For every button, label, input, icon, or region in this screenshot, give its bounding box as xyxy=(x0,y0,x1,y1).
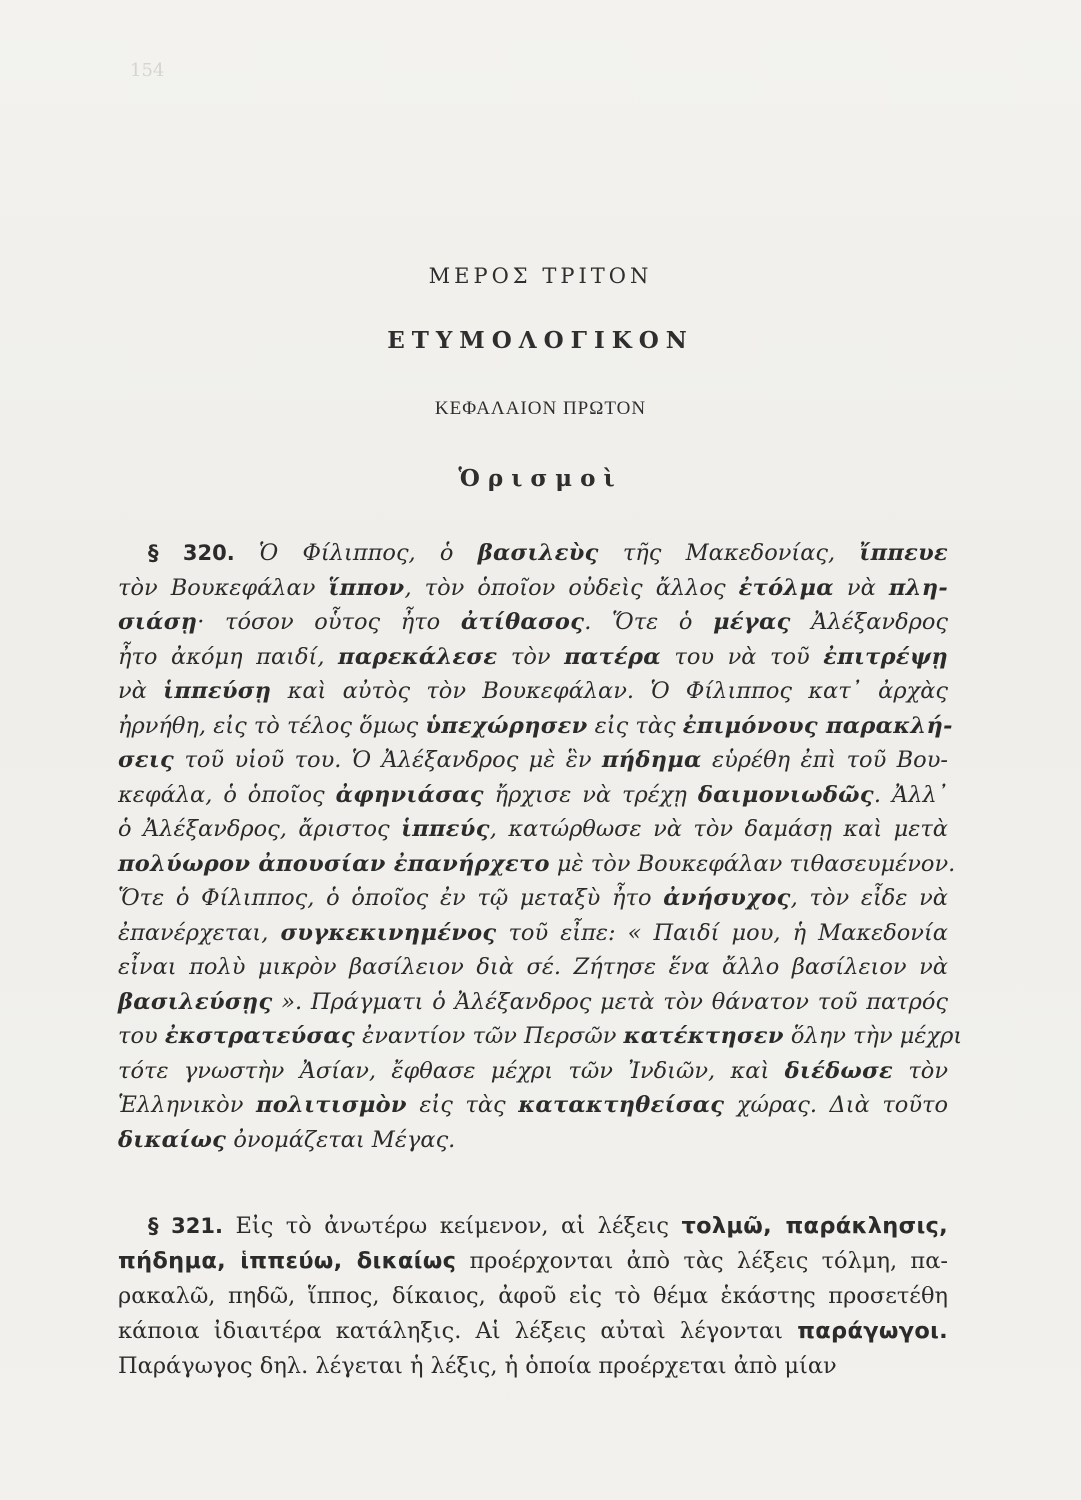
section-heading: ΕΤΥΜΟΛΟΓΙΚΟΝ xyxy=(387,327,694,354)
bold-term: ἱππεύς xyxy=(401,816,490,842)
bold-term: παρεκάλεσε xyxy=(338,643,498,670)
text-run: ἤρχισε νὰ τρέχῃ xyxy=(483,781,698,808)
bold-term: δικαίως xyxy=(118,1126,227,1153)
section320-line xyxy=(118,745,948,775)
text-run: ὀνομάζεται Μέγας. xyxy=(226,1126,456,1153)
text-run: . Ὅτε ὁ xyxy=(584,609,714,635)
bleed-through-texture: 154 xyxy=(130,60,165,81)
text-run: εἰς τὰς xyxy=(587,712,683,739)
bold-term: πλη- xyxy=(888,574,949,601)
bold-term: ἐκστρατεύσας xyxy=(164,1023,356,1049)
section320-line xyxy=(118,1056,948,1086)
text-run: ἦτο ἀκόμη παιδί, xyxy=(118,643,339,670)
bold-term: κατακτηθείσας xyxy=(518,1092,725,1118)
bold-term: ἵππον xyxy=(328,574,405,601)
text-run: προέρχονται ἀπὸ τὰς λέξεις τόλμη, πα- xyxy=(456,1248,948,1274)
section320-line xyxy=(118,987,948,1017)
text-run: , τὸν ὁποῖον οὐδεὶς ἄλλος xyxy=(404,574,739,601)
bold-term: τολμῶ, παράκλησις, xyxy=(681,1213,948,1239)
text-run: ὅλην τὴν μέχρι xyxy=(783,1023,963,1049)
section321-line xyxy=(118,1281,948,1311)
bold-term: ἐπιτρέψῃ xyxy=(823,643,948,670)
text-run: μὲ τὸν Βουκεφάλαν τιθασευμένον. xyxy=(549,850,956,877)
text-run: νὰ xyxy=(118,678,164,704)
bold-term: ἐτόλμα xyxy=(738,574,834,601)
bold-term: βασιλεύσῃς xyxy=(118,988,273,1015)
bold-term: συγκεκινημένος xyxy=(280,919,497,946)
bold-term: ὑπεχώρησεν xyxy=(425,712,588,739)
bold-term: διέδωσε xyxy=(784,1057,893,1084)
section320-line xyxy=(118,1125,948,1155)
text-run: τοῦ υἱοῦ του. Ὁ Ἀλέξανδρος μὲ ἓν xyxy=(174,747,602,773)
text-run: Ὁ Φίλιππος, ὁ xyxy=(234,540,478,566)
text-run: εἶναι πολὺ μικρὸν βασίλειον διὰ σέ. Ζήτησε ἕνα ἄλλο βασίλειον νὰ xyxy=(118,954,948,980)
bold-term: κατέκτησεν xyxy=(623,1023,784,1049)
bold-term: πολύωρον ἀπουσίαν ἐπανήρχετο xyxy=(118,850,550,877)
section321-line xyxy=(118,1246,948,1276)
text-run: ρακαλῶ, πηδῶ, ἵππος, δίκαιος, ἀφοῦ εἰς τὸ θέμα ἑκάστης προσετέθη xyxy=(118,1283,948,1309)
text-run: Ἑλληνικὸν xyxy=(118,1092,256,1118)
text-run: Ἀλέξανδρος xyxy=(790,609,948,635)
bold-term: σιάσῃ xyxy=(118,609,198,635)
text-run: , κατώρθωσε νὰ τὸν δαμάσῃ καὶ μετὰ xyxy=(489,816,948,842)
bold-term: ἱππεύσῃ xyxy=(163,678,272,704)
paragraph-number: § 320. xyxy=(148,541,235,565)
text-run: χώρας. Διὰ τοῦτο xyxy=(724,1092,949,1118)
section320-line xyxy=(148,538,948,568)
section320-line xyxy=(118,607,948,637)
bold-term: δαιμονιωδῶς xyxy=(697,781,874,808)
paragraph-number: § 321. xyxy=(148,1214,223,1238)
section321-line xyxy=(118,1316,948,1346)
text-run: . Ἀλλ᾽ xyxy=(873,781,948,808)
bold-term: πατέρα xyxy=(564,643,661,670)
text-run: Εἰς τὸ ἀνωτέρω κείμενον, αἱ λέξεις xyxy=(222,1213,682,1239)
section320-line xyxy=(118,849,956,879)
text-run: εἰς τὰς xyxy=(406,1092,519,1118)
text-run: τοῦ εἶπε: « Παιδί μου, ἡ Μακεδονία xyxy=(496,919,948,946)
bold-term: ἴππευε xyxy=(859,540,949,566)
section320-line xyxy=(118,573,948,603)
section320-line xyxy=(118,711,953,741)
bold-term: ἐπιμόνους παρακλή- xyxy=(682,712,953,739)
bold-term: πήδημα xyxy=(601,747,702,773)
text-run: · τόσον οὗτος ἦτο xyxy=(197,609,461,635)
text-run: του xyxy=(118,1023,165,1049)
text-run: τότε γνωστὴν Ἀσίαν, ἔφθασε μέχρι τῶν Ἰνδιῶν, καὶ xyxy=(118,1057,785,1084)
bold-term: παράγωγοι. xyxy=(797,1318,948,1344)
bold-term: ἀφηνιάσας xyxy=(335,781,484,808)
text-run: Παράγωγος δηλ. λέγεται ἡ λέξις, ἡ ὁποία προέρχεται ἀπὸ μίαν xyxy=(118,1353,837,1379)
bold-term: μέγας xyxy=(713,609,791,635)
section320-line xyxy=(118,918,948,948)
section320-line xyxy=(118,642,948,672)
bold-term: πολιτισμὸν xyxy=(255,1092,407,1118)
text-run: Ὅτε ὁ Φίλιππος, ὁ ὁποῖος ἐν τῷ μεταξὺ ἦτο xyxy=(118,885,664,911)
text-run: κάποια ἰδιαιτέρα κατάληξις. Αἱ λέξεις αὐταὶ λέγονται xyxy=(118,1318,798,1344)
text-run: τὸν xyxy=(893,1057,949,1084)
chapter-heading: ΚΕΦΑΛΑΙΟΝ ΠΡΩΤΟΝ xyxy=(434,398,647,419)
section321-line xyxy=(118,1351,948,1381)
section320-line xyxy=(118,952,948,982)
section320-line xyxy=(118,814,948,844)
text-run: ». Πράγματι ὁ Ἀλέξανδρος μετὰ τὸν θάνατον τοῦ πατρός xyxy=(272,988,948,1015)
text-run: κεφάλα, ὁ ὁποῖος xyxy=(118,781,336,808)
part-heading: ΜΕΡΟΣ ΤΡΙΤΟΝ xyxy=(428,264,653,288)
text-run: τῆς Μακεδονίας, xyxy=(598,540,860,566)
text-run: καὶ αὐτὸς τὸν Βουκεφάλαν. Ὁ Φίλιππος κατ᾽ ἀρχὰς xyxy=(271,678,948,704)
bold-term: σεις xyxy=(118,747,175,773)
section320-line xyxy=(118,1090,948,1120)
text-run: εὑρέθη ἐπὶ τοῦ Βου- xyxy=(701,747,948,773)
text-run: τὸν xyxy=(497,643,565,670)
bold-term: βασιλεὺς xyxy=(477,540,599,566)
section321-line xyxy=(148,1211,948,1241)
text-run: ἐναντίον τῶν Περσῶν xyxy=(355,1023,624,1049)
section320-line xyxy=(118,780,948,810)
section320-line xyxy=(118,676,948,706)
text-run: του νὰ τοῦ xyxy=(660,643,824,670)
text-run: ἠρνήθη, εἰς τὸ τέλος ὅμως xyxy=(118,712,426,739)
subheading: Ὁρισμοὶ xyxy=(458,465,623,492)
text-run: ὁ Ἀλέξανδρος, ἄριστος xyxy=(118,816,402,842)
section320-line xyxy=(118,883,948,913)
bold-term: ἀτίθασος xyxy=(460,609,585,635)
text-run: ἐπανέρχεται, xyxy=(118,919,281,946)
text-run: νὰ xyxy=(833,574,889,601)
text-run: τὸν Βουκεφάλαν xyxy=(118,574,329,601)
bold-term: πήδημα, ἱππεύω, δικαίως xyxy=(118,1248,457,1274)
section320-line xyxy=(118,1021,963,1051)
bold-term: ἀνήσυχος xyxy=(663,885,791,911)
text-run: , τὸν εἶδε νὰ xyxy=(790,885,948,911)
